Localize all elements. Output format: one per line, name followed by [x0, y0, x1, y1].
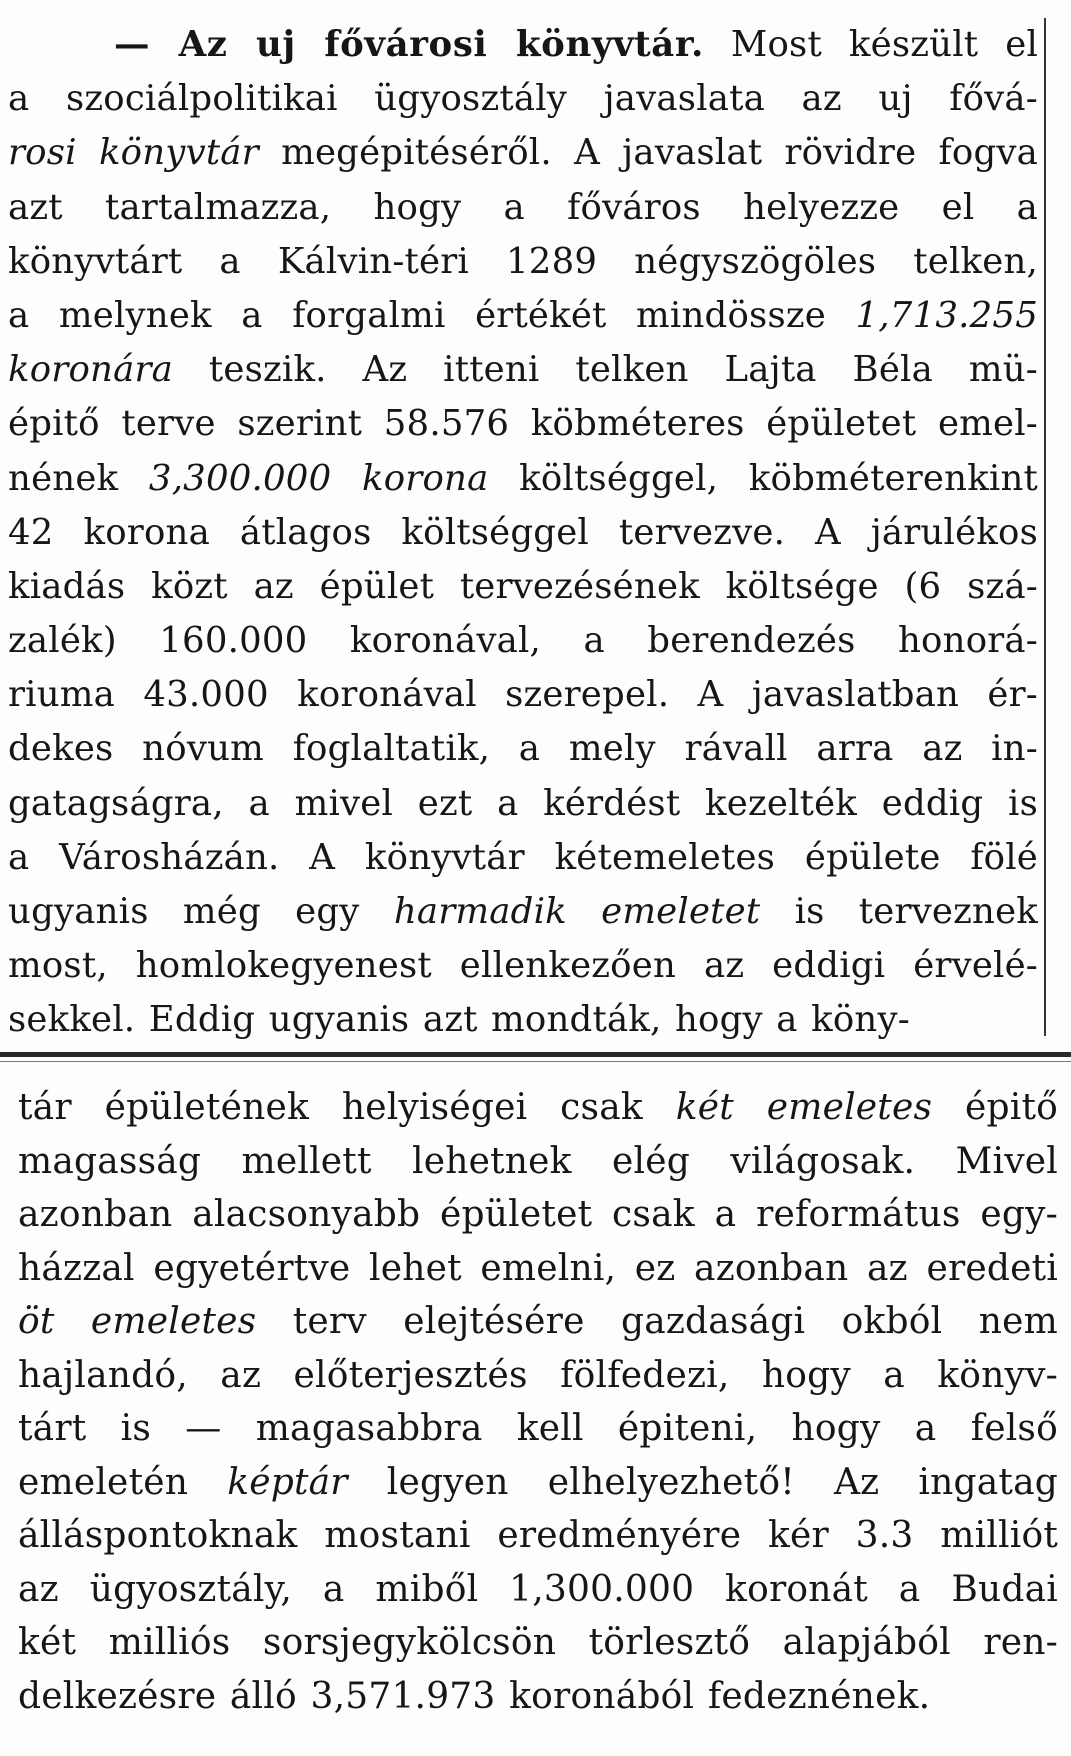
article-line	[18, 1563, 1058, 1617]
article-line	[8, 289, 1038, 343]
article-line	[18, 1349, 1058, 1403]
article-line	[18, 1616, 1058, 1670]
article-line	[18, 1188, 1058, 1242]
article-line	[18, 1670, 1058, 1724]
article-segment: sekkel. Eddig ugyanis azt mondták, hogy a köny-	[8, 999, 910, 1041]
article-segment: épitő terve szerint 58.576 köbméteres épületet emel-	[8, 403, 1038, 445]
article-segment-italic: harmadik emeletet	[393, 891, 761, 932]
article-segment: teszik. Az itteni telken Lajta Béla mü-	[173, 349, 1038, 391]
article-line	[8, 722, 1038, 776]
article-line	[18, 1242, 1058, 1296]
article-segment: a melynek a forgalmi értékét mindössze	[8, 294, 856, 336]
article-headline: — Az uj fővárosi könyvtár.	[114, 24, 704, 65]
article-segment: 42 korona átlagos költséggel tervezve. A járulékos	[8, 511, 1038, 553]
column-divider	[0, 1052, 1071, 1057]
article-line	[18, 1456, 1058, 1510]
article-segment-italic: rosi könyvtár	[8, 132, 259, 174]
article-line	[8, 72, 1038, 126]
article-segment: azonban alacsonyabb épületet csak a református egy-	[18, 1194, 1058, 1235]
article-segment-italic: két emeletes	[675, 1087, 933, 1128]
article-line	[8, 993, 1038, 1047]
article-line	[8, 452, 1038, 506]
article-segment: kiadás közt az épület tervezésének költsége (6 szá-	[8, 565, 1038, 607]
article-line	[8, 831, 1038, 885]
article-column-bottom	[18, 1081, 1058, 1723]
article-segment: a szociálpolitikai ügyosztály javaslata az uj fővá-	[8, 78, 1038, 120]
article-segment-italic: 3,300.000 korona	[148, 457, 489, 499]
article-column-top	[8, 18, 1046, 1041]
article-segment: tárt is — magasabbra kell épiteni, hogy a felső	[18, 1408, 1058, 1449]
article-line	[8, 181, 1038, 235]
article-segment: két milliós sorsjegykölcsön törlesztő alapjából ren-	[18, 1622, 1058, 1663]
article-segment-italic: öt emeletes	[18, 1301, 257, 1342]
article-segment: emeletén	[18, 1461, 228, 1503]
article-lines-top	[8, 72, 1038, 1047]
article-segment: delkezésre álló 3,571.973 koronából fedeznének.	[18, 1675, 931, 1717]
article-line	[18, 1402, 1058, 1456]
article-segment: azt tartalmazza, hogy a főváros helyezze el a	[8, 186, 1038, 228]
article-segment: házzal egyetértve lehet emelni, ez azonban az eredeti	[18, 1247, 1058, 1289]
article-lines-bottom	[18, 1081, 1058, 1723]
article-segment: nének	[8, 457, 149, 499]
article-segment: most, homlokegyenest ellenkezően az eddigi érvelé-	[8, 945, 1038, 987]
article-line	[8, 560, 1038, 614]
article-line	[8, 939, 1038, 993]
article-segment: a Városházán. A könyvtár kétemeletes épülete fölé	[8, 836, 1038, 878]
article-segment: terv elejtésére gazdasági okból nem	[256, 1301, 1058, 1342]
article-line	[8, 506, 1038, 560]
article-segment: tár épületének helyiségei csak	[18, 1087, 676, 1128]
article-segment-italic: képtár	[227, 1461, 348, 1503]
article-line	[18, 1135, 1058, 1189]
article-segment: ugyanis még egy	[8, 891, 394, 932]
article-line	[18, 1509, 1058, 1563]
article-segment-italic: koronára	[8, 349, 173, 391]
article-line	[8, 777, 1038, 831]
article-segment: Most készült el	[730, 24, 1038, 65]
article-segment-italic: 1,713.255	[855, 294, 1038, 336]
column-divider-thin	[0, 1061, 1071, 1062]
article-line	[8, 614, 1038, 668]
article-line	[8, 885, 1038, 939]
article-segment: legyen elhelyezhető! Az ingatag	[347, 1461, 1058, 1503]
article-segment: épitő	[932, 1087, 1058, 1128]
article-segment: zalék) 160.000 koronával, a berendezés honorá-	[8, 620, 1038, 662]
article-segment: megépitéséről. A javaslat rövidre fogva	[258, 132, 1038, 174]
article-segment: gatagságra, a mivel ezt a kérdést kezelték eddig is	[8, 782, 1038, 824]
article-segment: is terveznek	[760, 891, 1038, 932]
article-line	[8, 343, 1038, 397]
article-line	[8, 397, 1038, 451]
article-segment: álláspontoknak mostani eredményére kér 3.3 milliót	[18, 1515, 1058, 1556]
article-segment: könyvtárt a Kálvin-téri 1289 négyszögöles telken,	[8, 240, 1038, 282]
article-segment: magasság mellett lehetnek elég világosak. Mivel	[18, 1140, 1058, 1182]
article-segment: hajlandó, az előterjesztés fölfedezi, hogy a könyv-	[18, 1354, 1058, 1396]
article-segment: az ügyosztály, a miből 1,300.000 koronát a Budai	[18, 1568, 1058, 1610]
article-segment: dekes nóvum foglaltatik, a mely rávall arra az in-	[8, 728, 1038, 770]
article-line	[18, 1295, 1058, 1349]
article-line	[8, 668, 1038, 722]
article-line-first	[8, 18, 1038, 72]
article-line	[18, 1081, 1058, 1135]
article-line	[8, 235, 1038, 289]
article-segment: költséggel, köbméterenkint	[488, 457, 1038, 499]
article-line	[8, 126, 1038, 180]
article-segment: riuma 43.000 koronával szerepel. A javaslatban ér-	[8, 674, 1038, 716]
